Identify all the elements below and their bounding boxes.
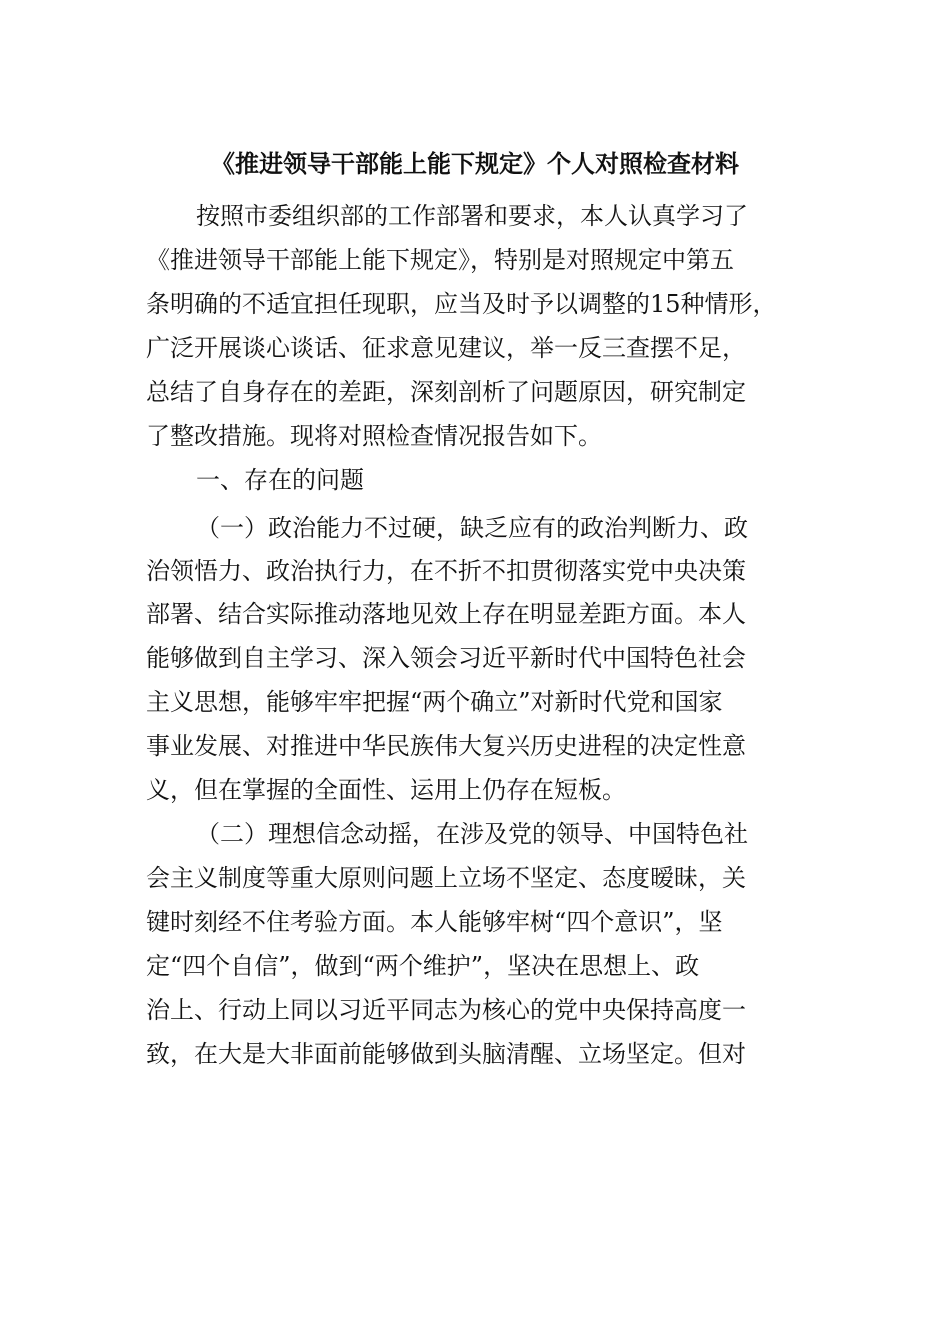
paragraph-line: 定“四个自信”，做到“两个维护”，坚决在思想上、政 <box>146 952 700 980</box>
paragraph-line: （二）理想信念动摇，在涉及党的领导、中国特色社 <box>196 820 748 848</box>
paragraph-line: 部署、结合实际推动落地见效上存在明显差距方面。本人 <box>146 600 746 628</box>
paragraph-line: 键时刻经不住考验方面。本人能够牢树“四个意识”，坚 <box>146 908 723 936</box>
paragraph-line: （一）政治能力不过硬，缺乏应有的政治判断力、政 <box>196 514 748 542</box>
paragraph-line: 会主义制度等重大原则问题上立场不坚定、态度暧昧，关 <box>146 864 746 892</box>
paragraph-line: 了整改措施。现将对照检查情况报告如下。 <box>146 422 602 450</box>
paragraph-line: 《推进领导干部能上能下规定》，特别是对照规定中第五 <box>146 246 734 274</box>
paragraph-line: 能够做到自主学习、深入领会习近平新时代中国特色社会 <box>146 644 746 672</box>
paragraph-line: 治上、行动上同以习近平同志为核心的党中央保持高度一 <box>146 996 746 1024</box>
paragraph-line: 广泛开展谈心谈话、征求意见建议，举一反三查摆不足， <box>146 334 746 362</box>
paragraph-line: 事业发展、对推进中华民族伟大复兴历史进程的决定性意 <box>146 732 746 760</box>
document-title: 《推进领导干部能上能下规定》个人对照检查材料 <box>211 149 739 178</box>
paragraph-line: 治领悟力、政治执行力，在不折不扣贯彻落实党中央决策 <box>146 557 746 585</box>
paragraph-line: 条明确的不适宜担任现职，应当及时予以调整的15种情形， <box>146 290 777 318</box>
section-heading: 一、存在的问题 <box>196 466 364 494</box>
paragraph-line: 致，在大是大非面前能够做到头脑清醒、立场坚定。但对 <box>146 1040 746 1068</box>
paragraph-line: 按照市委组织部的工作部署和要求，本人认真学习了 <box>196 202 748 230</box>
paragraph-line: 主义思想，能够牢牢把握“两个确立”对新时代党和国家 <box>146 688 723 716</box>
paragraph-line: 总结了自身存在的差距，深刻剖析了问题原因，研究制定 <box>146 378 746 406</box>
paragraph-line: 义，但在掌握的全面性、运用上仍存在短板。 <box>146 776 626 804</box>
